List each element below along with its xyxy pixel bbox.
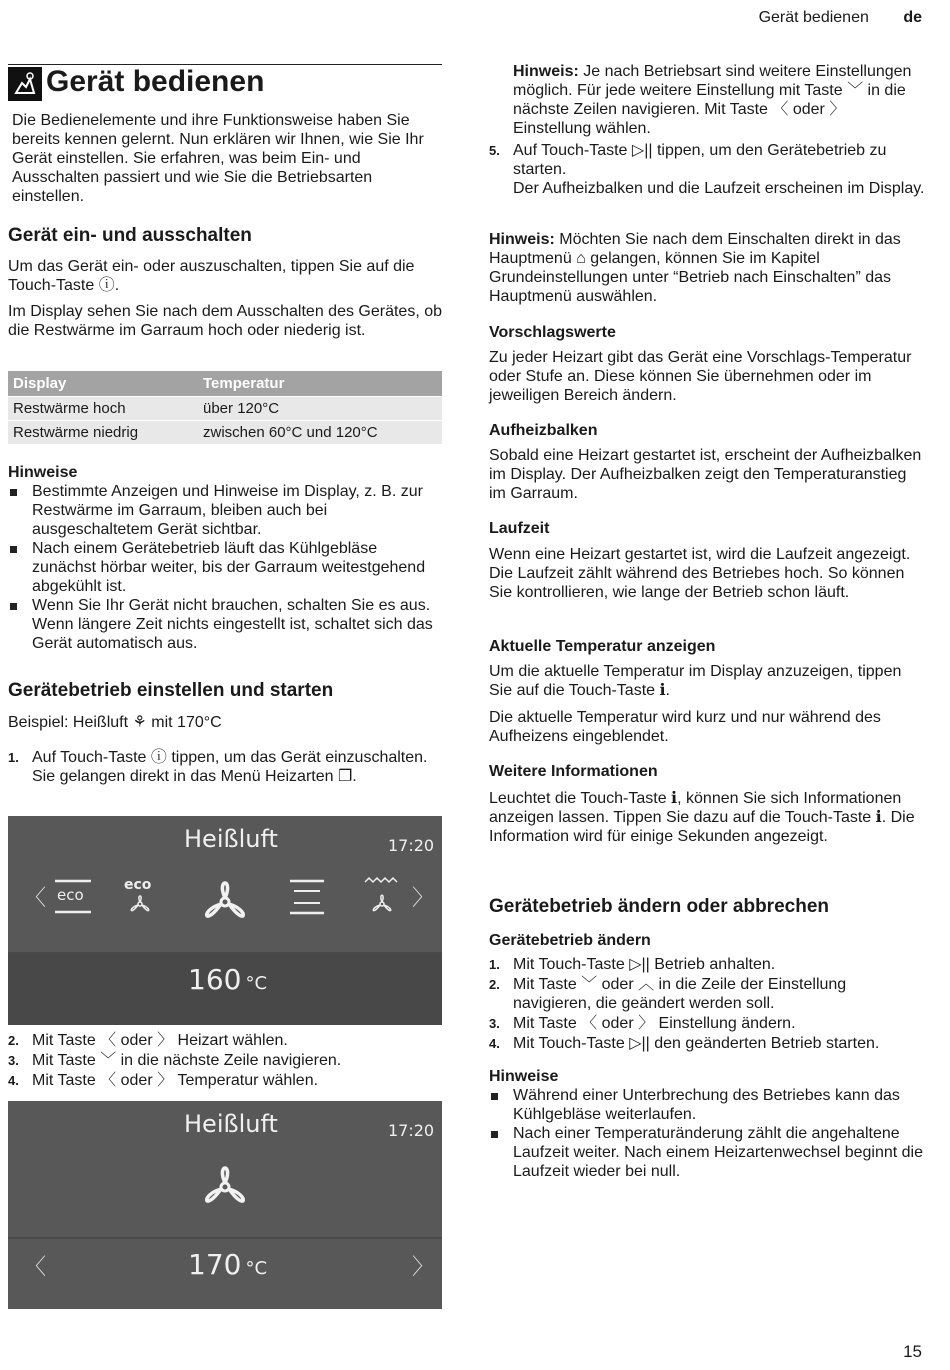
step-number: 2.: [8, 1033, 19, 1048]
list-item: Nach einem Gerätebetrieb läuft das Kühlgebläse zunächst hörbar weiter, bis der Garraum weitestgehend abgekühlt ist.: [8, 539, 442, 596]
arrow-right-icon[interactable]: 〉: [412, 885, 435, 910]
display-time: 17:20: [388, 1121, 435, 1140]
eco-label: eco: [57, 886, 84, 904]
onoff-p1: Um das Gerät ein- oder auszuschalten, tippen Sie auf die Touch-Taste ⓘ.: [8, 258, 415, 294]
step-number: 3.: [489, 1016, 500, 1031]
table-cell: Restwärme hoch: [8, 396, 198, 420]
step-text: Auf Touch-Taste ⓘ tippen, um das Gerät einzuschalten.: [32, 749, 428, 766]
table-row: [8, 396, 442, 420]
laufzeit-text: Wenn eine Heizart gestartet ist, wird die Laufzeit angezeigt. Die Laufzeit zählt während des Betriebes hoch. So können Sie kontrollieren, wie lange der Betrieb schon läuft.: [489, 546, 911, 601]
aufheiz-heading: Aufheizbalken: [489, 422, 598, 439]
temp-p1: Um die aktuelle Temperatur im Display anzuzeigen, tippen Sie auf die Touch-Taste ℹ.: [489, 663, 902, 699]
display-time: 17:20: [388, 836, 435, 855]
step-text: Mit Taste ﹀ in die nächste Zeile navigieren.: [32, 1052, 342, 1069]
table-cell: zwischen 60°C und 120°C: [198, 420, 442, 444]
vorschlag-heading: Vorschlagswerte: [489, 324, 616, 341]
temp-p2: Die aktuelle Temperatur wird kurz und nur während des Aufheizens eingeblendet.: [489, 709, 881, 745]
arrow-right-icon[interactable]: 〉: [412, 1254, 435, 1279]
hand-touch-icon: [8, 67, 42, 101]
display-mode-label: Heißluft: [184, 825, 278, 853]
hot-air-fan-icon: [192, 1157, 258, 1215]
info-heading: Weitere Informationen: [489, 763, 658, 780]
chapter-title: [8, 64, 442, 104]
hint-1: [513, 62, 925, 138]
step-number: 5.: [489, 143, 500, 158]
step-text: Auf Touch-Taste ▷|| tippen, um den Gerätebetrieb zu starten.: [513, 142, 887, 178]
display-bottom-area: [8, 954, 442, 1025]
start-heading: Gerätebetrieb einstellen und starten: [8, 680, 334, 701]
display-top-area: [8, 1101, 442, 1237]
arrow-left-icon[interactable]: 〈: [24, 885, 47, 910]
step-text: Mit Taste 〈 oder 〉 Einstellung ändern.: [513, 1015, 796, 1032]
onoff-p2: Im Display sehen Sie nach dem Ausschalten des Gerätes, ob die Restwärme im Garraum hoch oder niederig ist.: [8, 303, 443, 339]
step-number: 2.: [489, 977, 500, 992]
grill-fan-icon[interactable]: [363, 876, 401, 920]
display-mode-label: Heißluft: [184, 1110, 278, 1138]
table-cell: Restwärme niedrig: [8, 420, 198, 444]
step-4: [8, 1071, 442, 1090]
temperature-value: 160: [188, 963, 242, 996]
display-temperature[interactable]: [188, 1248, 268, 1281]
change-steps: [489, 955, 925, 1053]
step-text: Mit Taste ﹀ oder ︿ in die Zeile der Einstellung navigieren, die geändert werden soll.: [513, 976, 847, 1012]
list-item: [489, 1034, 925, 1053]
step-result: Sie gelangen direkt in das Menü Heizarten ❐.: [32, 768, 357, 785]
step-number: 3.: [8, 1053, 19, 1068]
step-result: Der Aufheizbalken und die Laufzeit erscheinen im Display.: [513, 180, 925, 197]
eco-fan-label: eco: [124, 877, 152, 893]
laufzeit-heading: Laufzeit: [489, 520, 550, 537]
display-heating-modes: [8, 816, 442, 1025]
vorschlag-text: Zu jeder Heizart gibt das Gerät eine Vorschlags-Temperatur oder Stufe an. Diese können Sie übernehmen oder im jeweiligen Bereich ändern.: [489, 349, 912, 404]
temperature-unit: °C: [245, 973, 268, 994]
example-text: Beispiel: Heißluft ⚘ mit 170°C: [8, 714, 222, 731]
temperature-value: 170: [188, 1248, 242, 1281]
residual-heat-table: [8, 371, 442, 444]
step-1: [8, 748, 442, 786]
step-3: [8, 1051, 442, 1070]
list-item: [489, 975, 925, 1013]
table-row: [8, 420, 442, 444]
display-top-area: [8, 816, 442, 952]
hint-text: Möchten Sie nach dem Einschalten direkt in das Hauptmenü ⌂ gelangen, können Sie im Kapitel Grundeinstellungen unter “Betrieb nach Einschalten” das Hauptmenü auswählen.: [489, 231, 901, 305]
notes-heading-right: Hinweise: [489, 1068, 559, 1085]
display-temperature[interactable]: [188, 963, 268, 996]
change-heading: Gerätebetrieb ändern oder abbrechen: [489, 896, 829, 917]
start-steps-1: [8, 748, 442, 786]
notes-list-right: [489, 1086, 925, 1181]
list-item: Nach einer Temperaturänderung zählt die angehaltene Laufzeit weiter. Nach einem Heizartenwechsel beginnt die Laufzeit wieder bei null.: [489, 1124, 925, 1181]
notes-heading-left: Hinweise: [8, 464, 78, 481]
onoff-heading: Gerät ein- und ausschalten: [8, 225, 252, 246]
step-text: Mit Touch-Taste ▷|| den geänderten Betrieb starten.: [513, 1035, 880, 1052]
step-2: [8, 1031, 442, 1050]
change-subheading: Gerätebetrieb ändern: [489, 932, 651, 949]
list-item: [489, 955, 925, 974]
hint-text: Je nach Betriebsart sind weitere Einstellungen möglich. Für jede weitere Einstellung mit Taste ﹀ in die nächste Zeilen navigieren. Mit Taste 〈 oder 〉 Einstellung wählen.: [513, 63, 912, 137]
top-bottom-heat-icon[interactable]: [288, 878, 326, 916]
page-number: 15: [903, 1342, 922, 1361]
eco-bars-icon[interactable]: [53, 878, 93, 916]
display-temperature-select: [8, 1101, 442, 1309]
table-cell: über 120°C: [198, 396, 442, 420]
step-text: Mit Taste 〈 oder 〉 Temperatur wählen.: [32, 1072, 319, 1089]
notes-list-left: [8, 482, 442, 653]
hint-2: [489, 230, 925, 306]
step-number: 1.: [8, 750, 19, 765]
list-item: Bestimmte Anzeigen und Hinweise im Display, z. B. zur Restwärme im Garraum, bleiben auch bei ausgeschaltetem Gerät sichtbar.: [8, 482, 442, 539]
table-header-temperature: Temperatur: [198, 371, 442, 396]
arrow-left-icon[interactable]: 〈: [24, 1254, 47, 1279]
hot-air-fan-icon[interactable]: [192, 872, 258, 930]
info-text: Leuchtet die Touch-Taste ℹ, können Sie sich Informationen anzeigen lassen. Tippen Sie dazu auf die Touch-Taste ℹ. Die Information wird für einige Sekunden angezeigt.: [489, 790, 915, 845]
table-header-display: Display: [8, 371, 198, 396]
temp-heading: Aktuelle Temperatur anzeigen: [489, 638, 716, 655]
step-number: 1.: [489, 957, 500, 972]
hint-label: Hinweis:: [513, 63, 579, 80]
temperature-unit: °C: [245, 1258, 268, 1279]
page-title: Gerät bedienen: [46, 65, 265, 98]
running-header: [759, 8, 922, 27]
step-number: 4.: [489, 1036, 500, 1051]
list-item: [489, 1014, 925, 1033]
intro-text: Die Bedienelemente und ihre Funktionsweise haben Sie bereits kennen gelernt. Nun erklären wir Ihnen, wie Sie Ihr Gerät einstellen. Sie erfahren, was beim Ein- und Ausschalten passiert und wie Sie die Betriebsarten einstellen.: [12, 112, 424, 205]
step-text: Mit Taste 〈 oder 〉 Heizart wählen.: [32, 1032, 288, 1049]
hint-label: Hinweis:: [489, 231, 555, 248]
step-text: Mit Touch-Taste ▷|| Betrieb anhalten.: [513, 956, 776, 973]
header-lang: de: [903, 9, 922, 26]
step-5: [489, 141, 925, 198]
eco-fan-icon[interactable]: [122, 876, 158, 920]
aufheiz-text: Sobald eine Heizart gestartet ist, erscheint der Aufheizbalken im Display. Der Aufheizbalken zeigt den Temperaturanstieg im Garraum.: [489, 447, 922, 502]
list-item: Während einer Unterbrechung des Betriebes kann das Kühlgebläse weiterlaufen.: [489, 1086, 925, 1124]
step-number: 4.: [8, 1073, 19, 1088]
start-steps-2-4: [8, 1031, 442, 1090]
header-section: Gerät bedienen: [758, 9, 869, 26]
start-step-5: [489, 141, 925, 198]
display-bottom-area: [8, 1239, 442, 1309]
list-item: Wenn Sie Ihr Gerät nicht brauchen, schalten Sie es aus. Wenn längere Zeit nichts eingestellt ist, schaltet sich das Gerät automatisch aus.: [8, 596, 442, 653]
